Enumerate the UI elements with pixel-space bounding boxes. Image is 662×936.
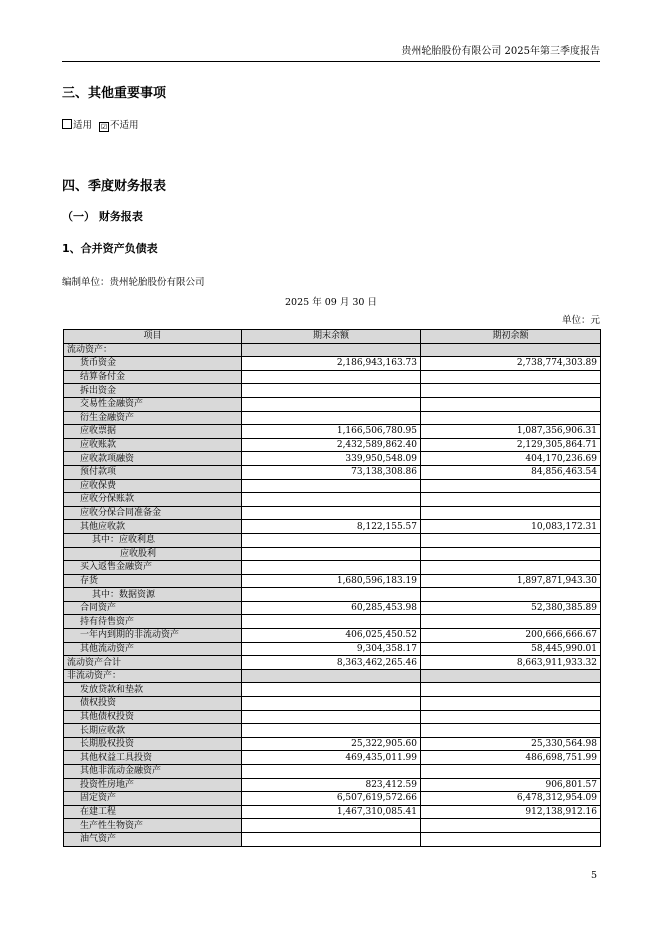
period-end-value: 8,122,155.57 bbox=[242, 520, 421, 534]
table-row bbox=[64, 438, 601, 452]
period-end-value bbox=[242, 384, 421, 398]
period-end-value: 1,166,506,780.95 bbox=[242, 425, 421, 439]
period-end-value: 1,467,310,085.41 bbox=[242, 805, 421, 819]
period-end-value bbox=[242, 819, 421, 833]
period-begin-value bbox=[421, 669, 601, 683]
period-end-value bbox=[242, 343, 421, 357]
period-begin-value: 486,698,751.99 bbox=[421, 751, 601, 765]
period-end-value: 60,285,453.98 bbox=[242, 601, 421, 615]
table-row bbox=[64, 656, 601, 670]
row-label: 应收票据 bbox=[64, 425, 242, 439]
table-row bbox=[64, 615, 601, 629]
row-label: 交易性金融资产 bbox=[64, 397, 242, 411]
balance-sheet-table bbox=[63, 329, 601, 847]
page-number: 5 bbox=[591, 870, 598, 881]
period-begin-value: 906,801.57 bbox=[421, 778, 601, 792]
table-row bbox=[64, 765, 601, 779]
row-label: 货币资金 bbox=[64, 357, 242, 371]
table-row bbox=[64, 601, 601, 615]
table-row bbox=[64, 710, 601, 724]
table-row bbox=[64, 411, 601, 425]
table-row bbox=[64, 792, 601, 806]
table-row bbox=[64, 425, 601, 439]
period-end-value bbox=[242, 479, 421, 493]
period-end-value bbox=[242, 588, 421, 602]
not-applicable-label: 不适用 bbox=[110, 120, 139, 131]
period-end-value bbox=[242, 710, 421, 724]
period-end-value bbox=[242, 683, 421, 697]
row-label: 应收分保账款 bbox=[64, 493, 242, 507]
table-row bbox=[64, 493, 601, 507]
period-end-value bbox=[242, 832, 421, 846]
row-label: 其他应收款 bbox=[64, 520, 242, 534]
period-begin-value bbox=[421, 832, 601, 846]
period-end-value bbox=[242, 669, 421, 683]
page-header bbox=[62, 44, 600, 62]
row-label: 预付款项 bbox=[64, 465, 242, 479]
period-begin-value bbox=[421, 493, 601, 507]
period-begin-value bbox=[421, 588, 601, 602]
period-end-value: 339,950,548.09 bbox=[242, 452, 421, 466]
table-row bbox=[64, 697, 601, 711]
period-begin-value: 912,138,912.16 bbox=[421, 805, 601, 819]
table-row bbox=[64, 805, 601, 819]
period-begin-value: 8,663,911,933.32 bbox=[421, 656, 601, 670]
period-end-value: 469,435,011.99 bbox=[242, 751, 421, 765]
table-row bbox=[64, 629, 601, 643]
row-label: 在建工程 bbox=[64, 805, 242, 819]
period-end-value: 2,186,943,163.73 bbox=[242, 357, 421, 371]
row-label: 买入返售金融资产 bbox=[64, 561, 242, 575]
period-begin-value bbox=[421, 819, 601, 833]
table-row bbox=[64, 832, 601, 846]
row-label: 其他权益工具投资 bbox=[64, 751, 242, 765]
row-label: 长期股权投资 bbox=[64, 737, 242, 751]
applicability-options bbox=[62, 117, 139, 132]
financial-statements-heading: （一） 财务报表 bbox=[62, 210, 143, 223]
balance-sheet-heading: 1、合并资产负债表 bbox=[62, 242, 158, 255]
row-label: 一年内到期的非流动资产 bbox=[64, 629, 242, 643]
table-row bbox=[64, 819, 601, 833]
period-begin-value: 1,087,356,906.31 bbox=[421, 425, 601, 439]
table-row bbox=[64, 520, 601, 534]
table-row bbox=[64, 465, 601, 479]
column-header-item: 项目 bbox=[64, 330, 242, 344]
prepared-by: 编制单位：贵州轮胎股份有限公司 bbox=[62, 277, 205, 288]
table-row bbox=[64, 533, 601, 547]
row-label: 固定资产 bbox=[64, 792, 242, 806]
period-end-value: 73,138,308.86 bbox=[242, 465, 421, 479]
period-begin-value bbox=[421, 765, 601, 779]
section-3-title: 三、其他重要事项 bbox=[62, 86, 167, 101]
period-begin-value: 58,445,990.01 bbox=[421, 642, 601, 656]
period-end-value: 6,507,619,572.66 bbox=[242, 792, 421, 806]
period-end-value bbox=[242, 724, 421, 738]
table-row bbox=[64, 357, 601, 371]
row-label: 应收股利 bbox=[64, 547, 242, 561]
period-begin-value bbox=[421, 547, 601, 561]
period-begin-value bbox=[421, 533, 601, 547]
table-row bbox=[64, 669, 601, 683]
period-begin-value: 1,897,871,943.30 bbox=[421, 574, 601, 588]
table-row bbox=[64, 370, 601, 384]
table-row bbox=[64, 479, 601, 493]
period-end-value bbox=[242, 561, 421, 575]
table-row bbox=[64, 751, 601, 765]
period-begin-value bbox=[421, 343, 601, 357]
period-begin-value: 404,170,236.69 bbox=[421, 452, 601, 466]
period-begin-value bbox=[421, 384, 601, 398]
column-header-period-begin: 期初余额 bbox=[421, 330, 601, 344]
table-row bbox=[64, 588, 601, 602]
row-label: 非流动资产： bbox=[64, 669, 242, 683]
period-begin-value bbox=[421, 411, 601, 425]
period-end-value: 406,025,450.52 bbox=[242, 629, 421, 643]
row-label: 投资性房地产 bbox=[64, 778, 242, 792]
row-label: 流动资产合计 bbox=[64, 656, 242, 670]
period-begin-value: 84,856,463.54 bbox=[421, 465, 601, 479]
period-end-value bbox=[242, 533, 421, 547]
table-row bbox=[64, 778, 601, 792]
period-end-value bbox=[242, 370, 421, 384]
period-begin-value bbox=[421, 683, 601, 697]
table-row bbox=[64, 343, 601, 357]
row-label: 拆出资金 bbox=[64, 384, 242, 398]
applicable-label: 适用 bbox=[73, 120, 93, 131]
period-begin-value bbox=[421, 615, 601, 629]
period-end-value: 25,322,905.60 bbox=[242, 737, 421, 751]
period-end-value bbox=[242, 765, 421, 779]
period-end-value: 9,304,358.17 bbox=[242, 642, 421, 656]
table-row bbox=[64, 547, 601, 561]
period-begin-value bbox=[421, 479, 601, 493]
period-begin-value: 200,666,666.67 bbox=[421, 629, 601, 643]
period-begin-value: 25,330,564.98 bbox=[421, 737, 601, 751]
table-row bbox=[64, 724, 601, 738]
row-label: 结算备付金 bbox=[64, 370, 242, 384]
row-label: 存货 bbox=[64, 574, 242, 588]
period-end-value: 1,680,596,183.19 bbox=[242, 574, 421, 588]
table-row bbox=[64, 452, 601, 466]
period-end-value bbox=[242, 506, 421, 520]
column-header-period-end: 期末余额 bbox=[242, 330, 421, 344]
row-label: 应收保费 bbox=[64, 479, 242, 493]
table-row bbox=[64, 384, 601, 398]
period-end-value bbox=[242, 547, 421, 561]
row-label: 生产性生物资产 bbox=[64, 819, 242, 833]
row-label: 其他非流动金融资产 bbox=[64, 765, 242, 779]
currency-unit: 单位：元 bbox=[561, 315, 600, 326]
period-begin-value bbox=[421, 710, 601, 724]
row-label: 其他债权投资 bbox=[64, 710, 242, 724]
section-4-title: 四、季度财务报表 bbox=[62, 179, 167, 194]
row-label: 流动资产： bbox=[64, 343, 242, 357]
row-label: 债权投资 bbox=[64, 697, 242, 711]
report-title: 贵州轮胎股份有限公司 2025年第三季度报告 bbox=[401, 46, 600, 57]
row-label: 持有待售资产 bbox=[64, 615, 242, 629]
row-label: 长期应收款 bbox=[64, 724, 242, 738]
row-label: 油气资产 bbox=[64, 832, 242, 846]
period-begin-value: 52,380,385.89 bbox=[421, 601, 601, 615]
report-date: 2025 年 09 月 30 日 bbox=[285, 297, 377, 308]
row-label: 合同资产 bbox=[64, 601, 242, 615]
period-begin-value bbox=[421, 370, 601, 384]
period-end-value bbox=[242, 411, 421, 425]
table-row bbox=[64, 737, 601, 751]
period-end-value bbox=[242, 615, 421, 629]
table-row bbox=[64, 642, 601, 656]
row-label: 应收账款 bbox=[64, 438, 242, 452]
period-begin-value: 2,738,774,303.89 bbox=[421, 357, 601, 371]
row-label: 其中：应收利息 bbox=[64, 533, 242, 547]
table-row bbox=[64, 574, 601, 588]
period-begin-value: 6,478,312,954.09 bbox=[421, 792, 601, 806]
period-begin-value bbox=[421, 724, 601, 738]
period-begin-value bbox=[421, 561, 601, 575]
table-row bbox=[64, 561, 601, 575]
period-begin-value: 2,129,305,864.71 bbox=[421, 438, 601, 452]
table-row bbox=[64, 506, 601, 520]
period-end-value bbox=[242, 397, 421, 411]
period-end-value bbox=[242, 493, 421, 507]
table-header-row bbox=[64, 330, 601, 344]
period-end-value: 2,432,589,862.40 bbox=[242, 438, 421, 452]
period-end-value bbox=[242, 697, 421, 711]
period-begin-value bbox=[421, 397, 601, 411]
table-row bbox=[64, 683, 601, 697]
not-applicable-checkbox: ☑ bbox=[100, 123, 108, 131]
row-label: 其中：数据资源 bbox=[64, 588, 242, 602]
row-label: 发放贷款和垫款 bbox=[64, 683, 242, 697]
row-label: 应收款项融资 bbox=[64, 452, 242, 466]
period-begin-value bbox=[421, 506, 601, 520]
row-label: 应收分保合同准备金 bbox=[64, 506, 242, 520]
row-label: 衍生金融资产 bbox=[64, 411, 242, 425]
row-label: 其他流动资产 bbox=[64, 642, 242, 656]
period-end-value: 823,412.59 bbox=[242, 778, 421, 792]
table-row bbox=[64, 397, 601, 411]
period-end-value: 8,363,462,265.46 bbox=[242, 656, 421, 670]
applicable-checkbox bbox=[62, 119, 72, 129]
period-begin-value bbox=[421, 697, 601, 711]
period-begin-value: 10,083,172.31 bbox=[421, 520, 601, 534]
